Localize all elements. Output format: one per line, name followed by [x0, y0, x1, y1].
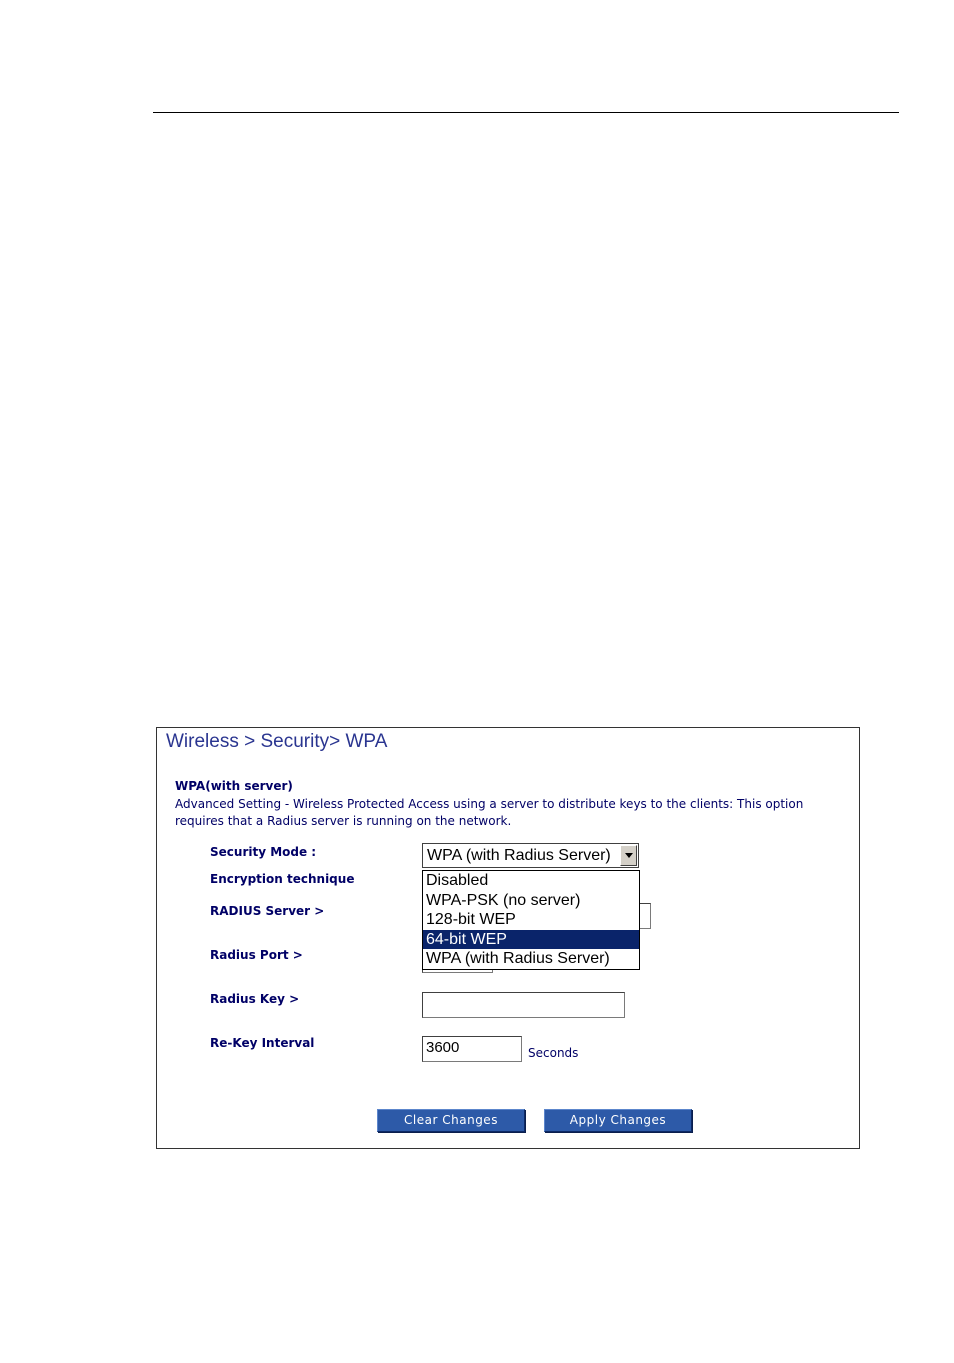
radius-key-input[interactable]	[422, 992, 625, 1018]
security-mode-selected-value: WPA (with Radius Server)	[427, 847, 611, 864]
clear-changes-button[interactable]: Clear Changes	[377, 1109, 525, 1132]
radius-port-label: Radius Port >	[210, 948, 303, 962]
apply-changes-button[interactable]: Apply Changes	[544, 1109, 692, 1132]
security-mode-label: Security Mode :	[210, 845, 317, 859]
security-mode-option-wpa-radius[interactable]: WPA (with Radius Server)	[426, 950, 610, 967]
radius-key-label: Radius Key >	[210, 992, 300, 1006]
dropdown-arrow-button[interactable]	[620, 845, 637, 866]
chevron-down-icon	[625, 853, 633, 858]
rekey-interval-unit: Seconds	[528, 1046, 579, 1060]
rekey-interval-label: Re-Key Interval	[210, 1036, 315, 1050]
security-mode-option-wpa-psk[interactable]: WPA-PSK (no server)	[426, 891, 581, 909]
radius-server-label: RADIUS Server >	[210, 904, 325, 918]
page-header-rule	[153, 112, 899, 113]
security-mode-dropdown-list	[422, 870, 640, 970]
rekey-interval-input[interactable]: 3600	[422, 1036, 522, 1062]
security-mode-option-128-bit-wep[interactable]: 128-bit WEP	[426, 911, 516, 928]
encryption-technique-label: Encryption technique	[210, 872, 355, 886]
security-mode-select[interactable]	[422, 843, 639, 868]
section-description: Advanced Setting - Wireless Protected Access using a server to distribute keys to the clients: This option requires that a Radius server is running on the network.	[175, 797, 804, 828]
section-title: WPA(with server)	[175, 779, 293, 793]
wpa-settings-panel	[156, 727, 860, 1149]
security-mode-option-64-bit-wep[interactable]: 64-bit WEP	[423, 930, 639, 950]
breadcrumb: Wireless > Security> WPA	[166, 731, 388, 752]
security-mode-option-disabled[interactable]: Disabled	[426, 872, 489, 889]
